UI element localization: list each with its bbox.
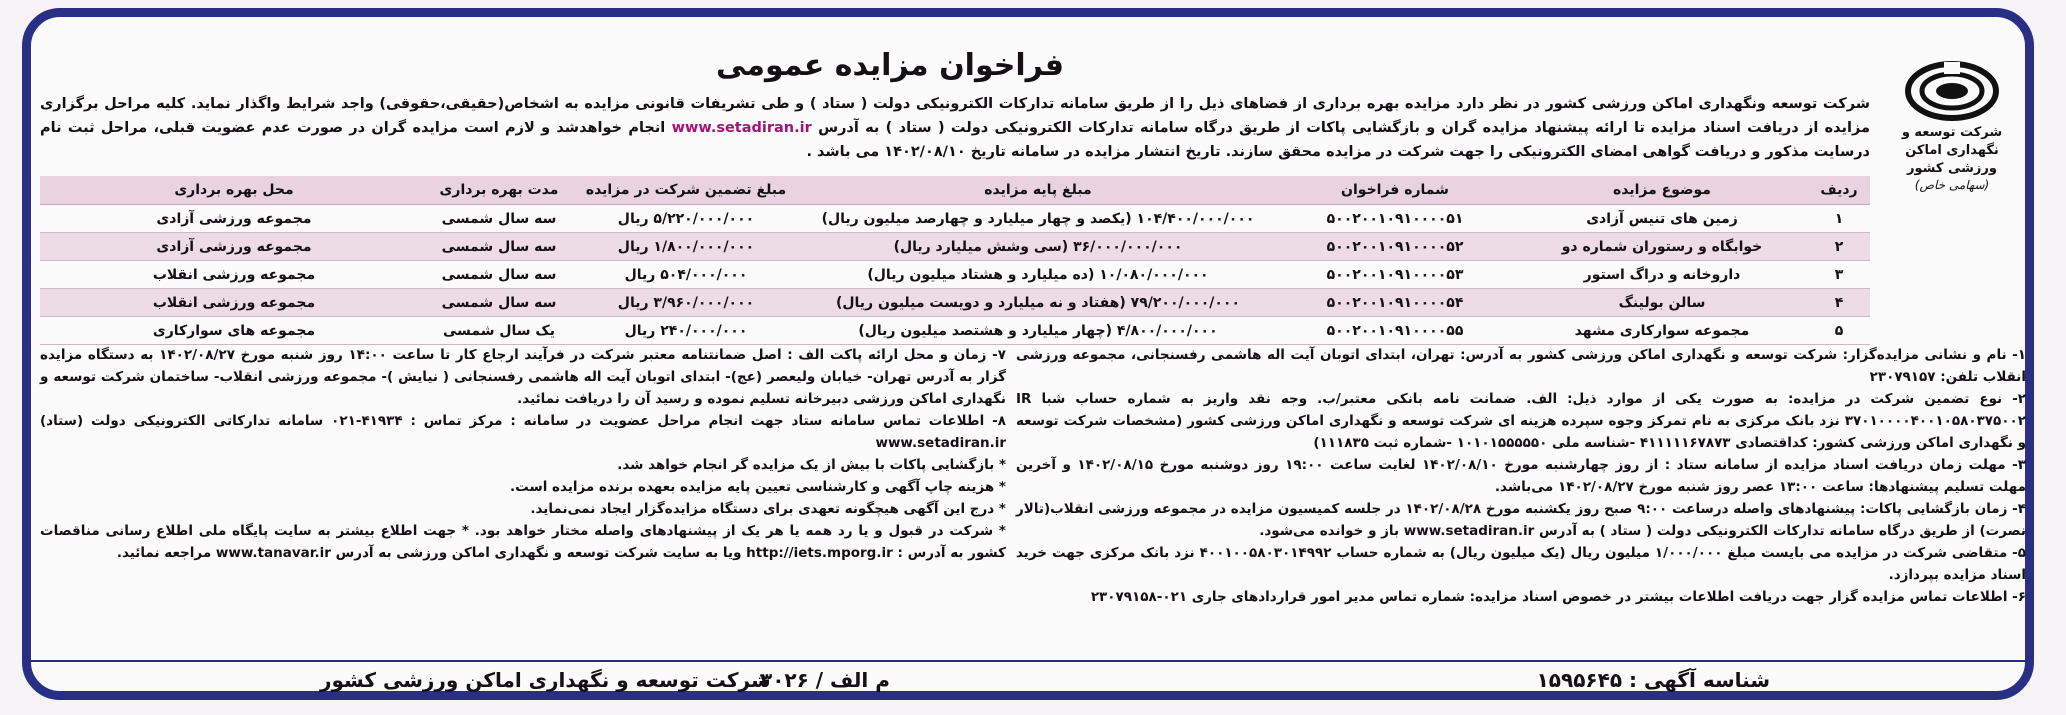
condition-5: ۵- متقاضی شرکت در مزایده می بایست مبلغ ۱/۰۰۰/۰۰۰ میلیون ریال (یک میلیون ریال) به شماره حساب ۴۰۰۱۰۰۵۸۰۳۰۱۴۹۹۲ نزد بانک مرکزی جهت خرید اسناد مزایده بپردازد. [1016, 545, 2027, 583]
cell-subject: داروخانه و دراگ استور [1516, 261, 1808, 289]
cell-row-no: ۵ [1808, 317, 1870, 345]
col-header-duration: مدت بهره برداری [428, 176, 570, 205]
cell-subject: خوابگاه و رستوران شماره دو [1516, 233, 1808, 261]
cell-call-number: ۵۰۰۲۰۰۱۰۹۱۰۰۰۰۵۵ [1274, 317, 1516, 345]
condition-7: ۷- زمان و محل ارائه پاکت الف : اصل ضمانتنامه معتبر شرکت در فرآیند ارجاع کار تا ساعت ۱۴:۰۰ روز شنبه مورخ ۱۴۰۲/۰۸/۲۷ به دستگاه مزایده گزار به آدرس تهران- خیابان ولیعصر (عج)- ابتدای اتوبان آیت اله هاشمی رفسنجانی ( نیایش )- مجموعه ورزشی انقلاب- ساختمان شرکت توسعه و نگهداری اماکن ورزشی دبیرخانه تسلیم نموده و رسید آن را دریافت نمائید. [40, 347, 1006, 407]
table-header-row [40, 176, 1870, 205]
cell-guarantee: ۳/۹۶۰/۰۰۰/۰۰۰ ریال [570, 289, 802, 317]
note-4: * شرکت در قبول و یا رد همه یا هر یک از پیشنهادهای واصله مختار خواهد بود. * جهت اطلاع بیشتر به سایت پایگاه ملی اطلاع رسانی مناقصات کشور به آدرس : http://iets.mporg.ir ویا به سایت شرکت توسعه و نگهداری اماکن ورزشی به آدرس www.tanavar.ir مراجعه نمائید. [40, 523, 1006, 561]
logo-subcaption: (سهامی خاص) [1914, 178, 1990, 192]
col-header-subject: موضوع مزایده [1516, 176, 1808, 205]
cell-call-number: ۵۰۰۲۰۰۱۰۹۱۰۰۰۰۵۱ [1274, 205, 1516, 233]
table-row [40, 289, 1870, 317]
condition-2: ۲- نوع تضمین شرکت در مزایده: به صورت یکی از موارد ذیل: الف. ضمانت نامه بانکی معتبر/ب. وجه نقد واریز به شماره حساب شبا IR ۳۷۰۱۰۰۰۰۴۰۰۱۰۵۸۰۳۷۵۰۰۲ نزد بانک مرکزی به نام تمرکز وجوه سپرده هزینه ای شرکت توسعه و نگهداری اماکن ورزشی کشور (مشخصات شرکت توسعه و نگهداری اماکن ورزشی کشور: کداقتصادی ۴۱۱۱۱۱۶۷۸۷۳ -شناسه ملی ۱۰۱۰۱۵۵۵۵۵۰ -شماره ثبت ۱۱۱۸۳۵) [1016, 391, 2026, 451]
cell-duration: سه سال شمسی [428, 233, 570, 261]
col-header-call-number: شماره فراخوان [1274, 176, 1516, 205]
col-header-guarantee: مبلغ تضمین شرکت در مزایده [570, 176, 802, 205]
company-logo [1882, 60, 2022, 192]
cell-guarantee: ۲۴۰/۰۰۰/۰۰۰ ریال [570, 317, 802, 345]
condition-1: ۱- نام و نشانی مزایده‌گزار: شرکت توسعه و نگهداری اماکن ورزشی کشور به آدرس: تهران، ابتدای اتوبان آیت اله هاشمی رفسنجانی، مجموعه ورزشی انقلاب تلفن: ۲۳۰۷۹۱۵۷ [1016, 347, 2026, 385]
cell-location: مجموعه ورزشی آزادی [40, 233, 428, 261]
cell-subject: مجموعه سوارکاری مشهد [1516, 317, 1808, 345]
cell-duration: یک سال شمسی [428, 317, 570, 345]
table-row [40, 205, 1870, 233]
cell-location: مجموعه ورزشی آزادی [40, 205, 428, 233]
intro-line-3: درسایت مذکور و دریافت گواهی امضای الکترونیکی را جهت شرکت در مزایده محقق سازند. تاریخ انتشار مزایده در سامانه تاریخ ۱۴۰۲/۰۸/۱۰ می باشد . [806, 144, 1870, 160]
logo-caption: شرکت توسعه و نگهداری اماکن ورزشی کشور [1901, 125, 2003, 176]
condition-4: ۴- زمان بازگشایی پاکات: پیشنهادهای واصله درساعت ۹:۰۰ صبح روز یکشنبه مورخ ۱۴۰۲/۰۸/۲۸ در جلسه کمیسیون مزایده در مجموعه ورزشی انقلاب(تالار نصرت) از طریق درگاه سامانه تدارکات الکترونیکی دولت ( ستاد ) به آدرس www.setadiran.ir باز و خوانده می‌شود. [1016, 501, 2026, 539]
cell-guarantee: ۵۰۴/۰۰۰/۰۰۰ ریال [570, 261, 802, 289]
conditions-right-column [1016, 344, 2026, 608]
col-header-location: محل بهره برداری [40, 176, 428, 205]
note-2: * هزینه چاپ آگهی و کارشناسی تعیین پایه مزایده بعهده برنده مزایده است. [510, 479, 1006, 495]
cell-location: مجموعه ورزشی انقلاب [40, 261, 428, 289]
cell-call-number: ۵۰۰۲۰۰۱۰۹۱۰۰۰۰۵۲ [1274, 233, 1516, 261]
condition-3: ۳- مهلت زمان دریافت اسناد مزایده از سامانه ستاد : از روز چهارشنبه مورخ ۱۴۰۲/۰۸/۱۰ لغایت ساعت ۱۹:۰۰ روز دوشنبه مورخ ۱۴۰۲/۰۸/۱۵ و آخرین مهلت تسلیم پیشنهادها: ساعت ۱۳:۰۰ عصر روز شنبه مورخ ۱۴۰۲/۰۸/۲۷ می‌باشد. [1016, 457, 2027, 495]
cell-base-price: ۳۶/۰۰۰/۰۰۰/۰۰۰ (سی وشش میلیارد ریال) [802, 233, 1274, 261]
cell-duration: سه سال شمسی [428, 289, 570, 317]
cell-row-no: ۱ [1808, 205, 1870, 233]
note-1: * بازگشایی پاکات با بیش از یک مزایده گر انجام خواهد شد. [617, 457, 1006, 473]
cell-call-number: ۵۰۰۲۰۰۱۰۹۱۰۰۰۰۵۴ [1274, 289, 1516, 317]
condition-6: ۶- اطلاعات تماس مزایده گزار جهت دریافت اطلاعات بیشتر در خصوص اسناد مزایده: شماره تماس مدیر امور قراردادهای جاری ۰۲۱-۲۳۰۷۹۱۵۸ [1090, 589, 2026, 605]
footer [30, 668, 2030, 698]
conditions-section [36, 344, 2026, 606]
footer-organization: شرکت توسعه و نگهداری اماکن ورزشی کشور [320, 668, 771, 692]
logo-emblem-icon [1904, 60, 2000, 122]
cell-subject: زمین های تنیس آزادی [1516, 205, 1808, 233]
cell-base-price: ۷۹/۲۰۰/۰۰۰/۰۰۰ (هفتاد و نه میلیارد و دویست میلیون ریال) [802, 289, 1274, 317]
intro-line-2b: انجام خواهدشد و لازم است مزایده گران در صورت عدم عضویت قبلی، مراحل ثبت نام [40, 120, 666, 136]
note-3: * درج این آگهی هیچگونه تعهدی برای دستگاه مزایده‌گزار ایجاد نمی‌نماید. [530, 501, 1006, 517]
auction-table [40, 176, 1870, 345]
intro-line-2a: مزایده از دریافت اسناد مزایده تا ارائه پیشنهاد مزایده گران و بازگشایی پاکات از طریق درگاه سامانه تدارکات الکترونیکی دولت ( ستاد ) به آدرس [818, 120, 1870, 136]
cell-location: مجموعه ورزشی انقلاب [40, 289, 428, 317]
cell-duration: سه سال شمسی [428, 205, 570, 233]
notice-id: شناسه آگهی : ۱۵۹۵۶۴۵ [1536, 668, 1770, 692]
col-header-row-no: ردیف [1808, 176, 1870, 205]
cell-subject: سالن بولینگ [1516, 289, 1808, 317]
notice-title: فراخوان مزایده عمومی [716, 48, 1064, 83]
col-header-base-price: مبلغ پایه مزایده [802, 176, 1274, 205]
cell-base-price: ۱۰۴/۴۰۰/۰۰۰/۰۰۰ (یکصد و چهار میلیارد و چهارصد میلیون ریال) [802, 205, 1274, 233]
condition-8: ۸- اطلاعات تماس سامانه ستاد جهت انجام مراحل عضویت در سامانه : مرکز تماس : ۴۱۹۳۴-۰۲۱ سامانه تدارکاتی الکترونیکی دولت (ستاد) www.setadiran.ir [40, 413, 1006, 451]
intro-paragraph [40, 92, 1870, 164]
reference-number: م الف / ۳۰۲۶ [760, 668, 890, 692]
setadiran-link[interactable]: www.setadiran.ir [671, 120, 812, 136]
cell-call-number: ۵۰۰۲۰۰۱۰۹۱۰۰۰۰۵۳ [1274, 261, 1516, 289]
cell-row-no: ۲ [1808, 233, 1870, 261]
conditions-left-column [40, 344, 1006, 564]
table-row [40, 233, 1870, 261]
cell-row-no: ۴ [1808, 289, 1870, 317]
cell-guarantee: ۱/۸۰۰/۰۰۰/۰۰۰ ریال [570, 233, 802, 261]
cell-location: مجموعه های سوارکاری [40, 317, 428, 345]
footer-divider [30, 660, 2030, 662]
table-row [40, 317, 1870, 345]
table-row [40, 261, 1870, 289]
cell-guarantee: ۵/۲۲۰/۰۰۰/۰۰۰ ریال [570, 205, 802, 233]
cell-base-price: ۱۰/۰۸۰/۰۰۰/۰۰۰ (ده میلیارد و هشتاد میلیون ریال) [802, 261, 1274, 289]
notice [30, 20, 2030, 694]
cell-duration: سه سال شمسی [428, 261, 570, 289]
cell-row-no: ۳ [1808, 261, 1870, 289]
intro-line-1: شرکت توسعه ونگهداری اماکن ورزشی کشور در نظر دارد مزایده بهره برداری از فضاهای ذیل را از طریق سامانه تدارکات الکترونیکی دولت ( ستاد ) و طی تشریفات قانونی مزایده به اشخاص(حقیقی،حقوقی) واجد شرایط واگذار نماید. کلیه مراحل برگزاری [40, 96, 1870, 112]
cell-base-price: ۴/۸۰۰/۰۰۰/۰۰۰ (چهار میلیارد و هشتصد میلیون ریال) [802, 317, 1274, 345]
